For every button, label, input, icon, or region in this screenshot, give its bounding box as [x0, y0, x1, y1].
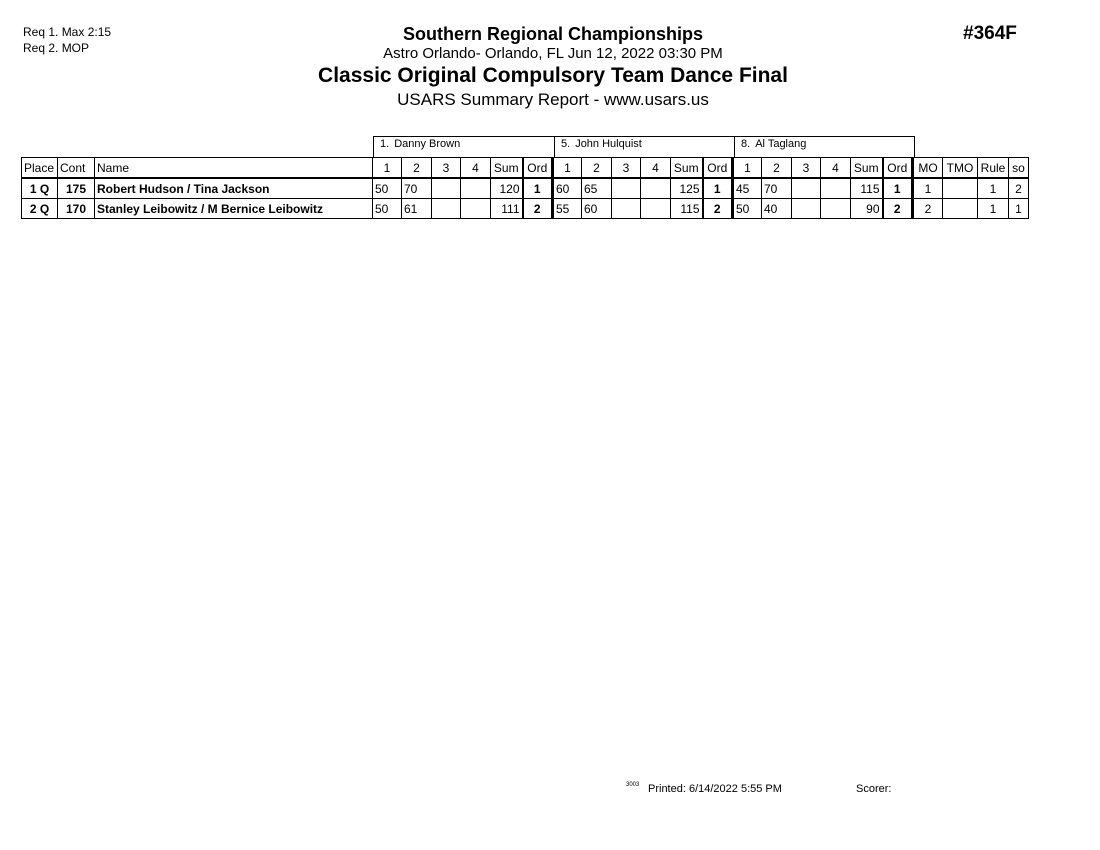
judge-number: 8.: [741, 138, 751, 150]
so-cell: 1: [1009, 199, 1029, 219]
mo-cell: 1: [913, 178, 943, 199]
judge-number: 5.: [561, 138, 571, 150]
mark-cell: [641, 178, 671, 199]
mark-cell: [432, 199, 461, 219]
tmo-cell: [943, 199, 978, 219]
mark-cell: [792, 178, 821, 199]
results-table: [21, 157, 1029, 219]
judge-panel: [554, 137, 734, 157]
requirement-1: Req 1. Max 2:15: [23, 25, 112, 39]
place-cell: 1 Q: [22, 178, 58, 199]
col-name: Name: [95, 158, 373, 179]
judge-name: John Hulquist: [575, 138, 642, 150]
ord-cell: 2: [523, 199, 553, 219]
col-ord: Ord: [703, 158, 733, 179]
mark-cell: 45: [733, 178, 762, 199]
mark-cell: [612, 199, 641, 219]
judge-panel: [734, 137, 914, 157]
col-tmo: TMO: [943, 158, 978, 179]
mark-cell: [612, 178, 641, 199]
mo-cell: 2: [913, 199, 943, 219]
mark-cell: [792, 199, 821, 219]
report-title: USARS Summary Report - www.usars.us: [397, 90, 709, 109]
mark-cell: 50: [733, 199, 762, 219]
ord-cell: 2: [703, 199, 733, 219]
judge-panel: [374, 137, 554, 157]
mark-cell: 55: [553, 199, 582, 219]
sum-cell: 115: [671, 199, 703, 219]
judge-name: Al Taglang: [755, 138, 807, 150]
judge-name: Danny Brown: [394, 138, 461, 150]
col-mark-3: 3: [612, 158, 641, 179]
cont-cell: 175: [58, 178, 95, 199]
col-mark-1: 1: [373, 158, 402, 179]
col-mark-4: 4: [821, 158, 851, 179]
ord-cell: 1: [883, 178, 913, 199]
sum-cell: 120: [491, 178, 523, 199]
col-rule: Rule: [978, 158, 1009, 179]
mark-cell: [461, 199, 491, 219]
col-place: Place: [22, 158, 58, 179]
mark-cell: 50: [373, 178, 402, 199]
col-ord: Ord: [523, 158, 553, 179]
name-cell: Robert Hudson / Tina Jackson: [95, 178, 373, 199]
so-cell: 2: [1009, 178, 1029, 199]
sum-cell: 125: [671, 178, 703, 199]
ord-cell: 1: [703, 178, 733, 199]
mark-cell: 40: [762, 199, 792, 219]
competition-title: Southern Regional Championships: [402, 24, 703, 44]
mark-cell: 65: [582, 178, 612, 199]
sum-cell: 111: [491, 199, 523, 219]
mark-cell: 70: [762, 178, 792, 199]
col-mark-2: 2: [402, 158, 432, 179]
mark-cell: 61: [402, 199, 432, 219]
footer-code: 3003: [626, 782, 640, 788]
ord-cell: 2: [883, 199, 913, 219]
col-mark-2: 2: [762, 158, 792, 179]
event-number: #364F: [963, 23, 1017, 44]
rule-cell: 1: [978, 199, 1009, 219]
judges-header: [373, 136, 915, 157]
requirement-2: Req 2. MOP: [23, 41, 90, 55]
event-title: Classic Original Compulsory Team Dance Final: [318, 64, 788, 87]
printed-timestamp: Printed: 6/14/2022 5:55 PM: [648, 783, 782, 795]
mark-cell: 60: [582, 199, 612, 219]
mark-cell: [432, 178, 461, 199]
col-sum: Sum: [671, 158, 703, 179]
judge-number: 1.: [380, 138, 390, 150]
col-mark-1: 1: [553, 158, 582, 179]
col-mark-3: 3: [792, 158, 821, 179]
place-cell: 2 Q: [22, 199, 58, 219]
mark-cell: 60: [553, 178, 582, 199]
col-mark-1: 1: [733, 158, 762, 179]
mark-cell: [821, 199, 851, 219]
col-sum: Sum: [851, 158, 883, 179]
table-header-row: [22, 158, 1029, 179]
name-cell: Stanley Leibowitz / M Bernice Leibowitz: [95, 199, 373, 219]
rule-cell: 1: [978, 178, 1009, 199]
sum-cell: 115: [851, 178, 883, 199]
col-sum: Sum: [491, 158, 523, 179]
col-ord: Ord: [883, 158, 913, 179]
cont-cell: 170: [58, 199, 95, 219]
table-row: [22, 199, 1029, 219]
mark-cell: [461, 178, 491, 199]
col-so: so: [1009, 158, 1029, 179]
mark-cell: [821, 178, 851, 199]
ord-cell: 1: [523, 178, 553, 199]
sum-cell: 90: [851, 199, 883, 219]
mark-cell: 50: [373, 199, 402, 219]
col-mark-4: 4: [461, 158, 491, 179]
col-mark-2: 2: [582, 158, 612, 179]
table-row: [22, 178, 1029, 199]
col-mark-4: 4: [641, 158, 671, 179]
venue-date: Astro Orlando- Orlando, FL Jun 12, 2022 03:30 PM: [383, 45, 723, 62]
scorer-label: Scorer:: [856, 783, 892, 795]
col-mo: MO: [913, 158, 943, 179]
mark-cell: 70: [402, 178, 432, 199]
mark-cell: [641, 199, 671, 219]
tmo-cell: [943, 178, 978, 199]
col-mark-3: 3: [432, 158, 461, 179]
col-cont: Cont: [58, 158, 95, 179]
